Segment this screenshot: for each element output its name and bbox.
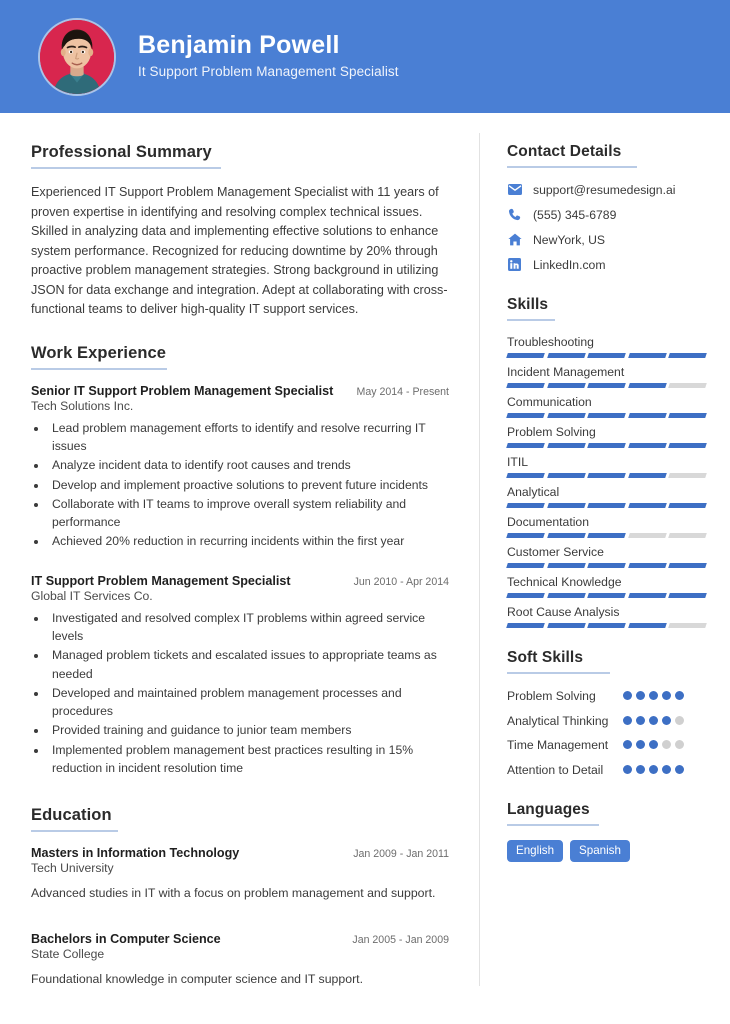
- skill-bar-segment: [506, 563, 544, 568]
- section-heading-contact: Contact Details: [507, 143, 622, 160]
- rating-dot: [623, 691, 632, 700]
- skill-bar-segment: [669, 503, 707, 508]
- section-skills: [507, 296, 706, 628]
- job-bullet: • Investigated and resolved complex IT problems within agreed service levels: [48, 609, 449, 646]
- skill-bar-segment: [587, 503, 625, 508]
- skill-item: [507, 515, 706, 538]
- education-entry-head: [31, 932, 449, 946]
- skill-bar-segment: [669, 563, 707, 568]
- rating-dot: [662, 691, 671, 700]
- job-bullet: • Lead problem management efforts to identify and resolve recurring IT issues: [48, 419, 449, 456]
- skill-bar-segment: [506, 443, 544, 448]
- heading-rule: [31, 830, 118, 832]
- job-bullet-list: [48, 419, 449, 551]
- skill-item: [507, 575, 706, 598]
- candidate-name: Benjamin Powell: [138, 31, 340, 59]
- home-icon: [507, 232, 522, 247]
- languages-list: [507, 840, 706, 862]
- degree-date: Jan 2009 - Jan 2011: [353, 848, 449, 861]
- skill-bar-segment: [547, 383, 585, 388]
- heading-rule: [507, 824, 599, 826]
- skill-bar-segment: [547, 413, 585, 418]
- rating-dot: [649, 691, 658, 700]
- sidebar-column: [480, 113, 730, 1024]
- job-bullet: • Provided training and guidance to junior team members: [48, 721, 449, 739]
- section-heading-work: Work Experience: [31, 343, 167, 362]
- skill-bar-segment: [506, 623, 544, 628]
- job-bullet-list: [48, 609, 449, 778]
- skill-bar-segment: [587, 383, 625, 388]
- heading-rule: [31, 167, 221, 169]
- spacer: [507, 635, 706, 649]
- spacer: [31, 908, 449, 932]
- skill-bar-segment: [628, 593, 666, 598]
- section-heading-skills: Skills: [507, 296, 549, 313]
- skill-label: Documentation: [507, 515, 589, 529]
- skill-bar-segment: [628, 443, 666, 448]
- skill-bar-segment: [547, 593, 585, 598]
- job-bullet: • Developed and maintained problem management processes and procedures: [48, 684, 449, 721]
- summary-text: Experienced IT Support Problem Management Specialist with 11 years of proven expertise in identifying and resolving complex technical issues. Skilled in analyzing data and implementing effective solutions to enhance system performance. Recognized for reducing downtime by 20% through proactive problem management strategies. Strong background in utilizing JSON for data exchange and integration. Adept at collaborating with cross-functional teams to deliver high-quality IT support services.: [31, 185, 448, 317]
- rating-dot: [649, 765, 658, 774]
- soft-skill-rating: [623, 762, 695, 774]
- spacer: [507, 787, 706, 801]
- rating-dot: [636, 740, 645, 749]
- soft-skill-label: Analytical Thinking: [507, 713, 609, 728]
- work-entry: [31, 574, 449, 778]
- skill-level-bar: [507, 473, 706, 478]
- rating-dot: [662, 765, 671, 774]
- job-bullet: • Collaborate with IT teams to improve overall system reliability and performance: [48, 495, 449, 532]
- skill-bar-segment: [628, 383, 666, 388]
- contact-item-phone[interactable]: [507, 207, 706, 222]
- degree-description: Advanced studies in IT with a focus on problem management and support.: [31, 886, 436, 901]
- education-entry-head: [31, 846, 449, 860]
- profile-photo-icon: [40, 20, 114, 94]
- job-bullet: • Analyze incident data to identify root causes and trends: [48, 456, 449, 474]
- skill-label: Technical Knowledge: [507, 575, 622, 589]
- spacer: [31, 782, 449, 806]
- job-bullet: • Develop and implement proactive solutions to prevent future incidents: [48, 476, 449, 494]
- skill-bar-segment: [628, 473, 666, 478]
- heading-rule: [507, 319, 555, 321]
- skill-bar-segment: [669, 413, 707, 418]
- degree-title: Masters in Information Technology: [31, 846, 240, 861]
- heading-rule: [31, 368, 167, 370]
- skills-list: [507, 335, 706, 628]
- skill-bar-segment: [628, 353, 666, 358]
- skill-bar-segment: [506, 353, 544, 358]
- soft-skill-rating: [623, 713, 695, 725]
- skill-bar-segment: [547, 563, 585, 568]
- soft-skill-item: [507, 737, 706, 755]
- spacer: [31, 320, 449, 344]
- skill-bar-segment: [547, 503, 585, 508]
- rating-dot: [623, 740, 632, 749]
- skill-item: [507, 395, 706, 418]
- contact-email-text: support@resumedesign.ai: [533, 182, 676, 197]
- skill-level-bar: [507, 443, 706, 448]
- soft-skill-item: [507, 688, 706, 706]
- section-heading-languages: Languages: [507, 800, 590, 818]
- job-bullet: • Implemented problem management best practices resulting in 15% reduction in incident resolution time: [48, 741, 449, 778]
- skill-bar-segment: [506, 503, 544, 508]
- degree-title: Bachelors in Computer Science: [31, 931, 221, 946]
- skill-level-bar: [507, 413, 706, 418]
- contact-phone-text: (555) 345-6789: [533, 207, 617, 222]
- skill-label: Analytical: [507, 485, 560, 499]
- skill-bar-segment: [587, 563, 625, 568]
- soft-skill-rating: [623, 737, 695, 749]
- skill-label: Root Cause Analysis: [507, 605, 620, 619]
- skill-bar-segment: [506, 473, 544, 478]
- skill-bar-segment: [628, 533, 666, 538]
- rating-dot: [649, 740, 658, 749]
- skill-bar-segment: [669, 473, 707, 478]
- section-soft-skills: [507, 649, 706, 780]
- skill-bar-segment: [587, 473, 625, 478]
- skill-bar-segment: [587, 353, 625, 358]
- school-name: Tech University: [31, 861, 114, 876]
- skill-item: [507, 485, 706, 508]
- language-pill[interactable]: Spanish: [570, 840, 630, 862]
- rating-dot: [675, 691, 684, 700]
- spacer: [31, 556, 449, 574]
- rating-dot: [662, 716, 671, 725]
- soft-skills-list: [507, 688, 706, 780]
- job-date: Jun 2010 - Apr 2014: [353, 575, 449, 588]
- skill-level-bar: [507, 503, 706, 508]
- spacer: [507, 282, 706, 296]
- degree-description: Foundational knowledge in computer science and IT support.: [31, 971, 363, 986]
- language-pill[interactable]: English: [507, 840, 563, 862]
- contact-location-text: NewYork, US: [533, 232, 606, 247]
- section-contact-details: [507, 143, 706, 272]
- skill-bar-segment: [587, 593, 625, 598]
- resume-header: [0, 0, 730, 113]
- skill-item: [507, 365, 706, 388]
- section-education: [31, 806, 449, 988]
- skill-bar-segment: [628, 623, 666, 628]
- soft-skill-label: Attention to Detail: [507, 763, 604, 778]
- section-heading-education: Education: [31, 806, 112, 825]
- contact-item-location[interactable]: [507, 232, 706, 247]
- skill-level-bar: [507, 383, 706, 388]
- soft-skill-item: [507, 762, 706, 780]
- skill-bar-segment: [547, 353, 585, 358]
- skill-label: ITIL: [507, 455, 528, 469]
- skill-bar-segment: [669, 353, 707, 358]
- education-entry: [31, 846, 449, 902]
- phone-icon: [507, 207, 522, 222]
- rating-dot: [649, 716, 658, 725]
- contact-item-linkedin[interactable]: [507, 257, 706, 272]
- resume-body: [0, 113, 730, 1024]
- section-work-experience: [31, 344, 449, 778]
- rating-dot: [623, 765, 632, 774]
- skill-label: Communication: [507, 395, 592, 409]
- rating-dot: [636, 691, 645, 700]
- soft-skill-label: Time Management: [507, 738, 609, 753]
- skill-bar-segment: [669, 443, 707, 448]
- skill-label: Problem Solving: [507, 425, 596, 439]
- soft-skill-rating: [623, 688, 695, 700]
- skill-bar-segment: [587, 443, 625, 448]
- heading-rule: [507, 672, 610, 674]
- rating-dot: [675, 740, 684, 749]
- skill-bar-segment: [587, 413, 625, 418]
- skill-bar-segment: [628, 413, 666, 418]
- skill-bar-segment: [547, 533, 585, 538]
- skill-item: [507, 455, 706, 478]
- skill-item: [507, 425, 706, 448]
- skill-level-bar: [507, 623, 706, 628]
- skill-bar-segment: [506, 413, 544, 418]
- contact-linkedin-text: LinkedIn.com: [533, 257, 606, 272]
- skill-bar-segment: [669, 593, 707, 598]
- rating-dot: [675, 765, 684, 774]
- linkedin-icon: [507, 257, 522, 272]
- skill-bar-segment: [547, 443, 585, 448]
- rating-dot: [636, 765, 645, 774]
- contact-item-email[interactable]: [507, 182, 706, 197]
- envelope-icon: [507, 182, 522, 197]
- rating-dot: [623, 716, 632, 725]
- skill-bar-segment: [669, 383, 707, 388]
- education-entry: [31, 932, 449, 988]
- skill-bar-segment: [547, 473, 585, 478]
- work-entry-head: [31, 574, 449, 588]
- soft-skill-item: [507, 713, 706, 731]
- skill-item: [507, 335, 706, 358]
- skill-label: Troubleshooting: [507, 335, 594, 349]
- school-name: State College: [31, 946, 105, 961]
- main-column: [0, 113, 479, 1024]
- section-languages: [507, 801, 706, 862]
- candidate-headline: It Support Problem Management Specialist: [138, 64, 399, 79]
- skill-bar-segment: [547, 623, 585, 628]
- skill-bar-segment: [628, 563, 666, 568]
- skill-bar-segment: [506, 533, 544, 538]
- skill-level-bar: [507, 353, 706, 358]
- skill-label: Incident Management: [507, 365, 625, 379]
- soft-skill-label: Problem Solving: [507, 689, 596, 703]
- skill-bar-segment: [506, 383, 544, 388]
- avatar: [38, 18, 116, 96]
- job-title: Senior IT Support Problem Management Specialist: [31, 383, 334, 398]
- skill-item: [507, 605, 706, 628]
- section-professional-summary: [31, 143, 449, 320]
- skill-label: Customer Service: [507, 545, 604, 559]
- rating-dot: [675, 716, 684, 725]
- heading-rule: [507, 166, 637, 168]
- skill-level-bar: [507, 533, 706, 538]
- job-date: May 2014 - Present: [356, 385, 449, 398]
- degree-date: Jan 2005 - Jan 2009: [352, 933, 449, 946]
- rating-dot: [662, 740, 671, 749]
- rating-dot: [636, 716, 645, 725]
- skill-bar-segment: [669, 623, 707, 628]
- skill-level-bar: [507, 593, 706, 598]
- job-bullet: • Achieved 20% reduction in recurring incidents within the first year: [48, 532, 449, 550]
- skill-bar-segment: [669, 533, 707, 538]
- job-bullet: • Managed problem tickets and escalated issues to appropriate teams as needed: [48, 646, 449, 683]
- skill-bar-segment: [587, 533, 625, 538]
- company-name: Tech Solutions Inc.: [31, 398, 134, 413]
- section-heading-soft-skills: Soft Skills: [507, 649, 584, 666]
- skill-bar-segment: [506, 593, 544, 598]
- section-heading-summary: Professional Summary: [31, 143, 212, 161]
- skill-bar-segment: [587, 623, 625, 628]
- work-entry-head: [31, 384, 449, 398]
- work-entry: [31, 384, 449, 551]
- company-name: Global IT Services Co.: [31, 588, 153, 603]
- skill-level-bar: [507, 563, 706, 568]
- skill-item: [507, 545, 706, 568]
- header-text-block: [138, 30, 399, 83]
- job-title: IT Support Problem Management Specialist: [31, 573, 291, 588]
- skill-bar-segment: [628, 503, 666, 508]
